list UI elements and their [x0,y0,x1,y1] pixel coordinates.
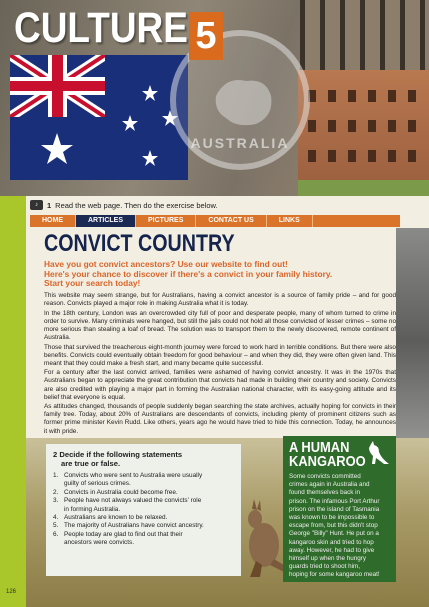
statement-text: People have not always valued the convicts' role [64,497,202,505]
article-paragraph: For a century after the last convict arrived, families were ashamed of having convict ancestry. It was in the 1970s that Australians began to appreciate the great contribution that convicts had made in building their country and society. Convicts are also credited with playing a major part in forming the Australian national character, with its easy-going attitude and its belief that everyone is equal. [44,369,396,401]
nav-articles[interactable]: ARTICLES [76,215,136,227]
website-nav-bar [30,215,400,227]
hero-collage [0,0,429,196]
prison-building-image [298,70,429,196]
nav-home[interactable]: HOME [30,215,76,227]
sidebar-text [289,473,390,580]
sidebar-line: George "Billy" Hunt. He put on a [289,530,379,538]
sidebar-line: kangaroo skin and tried to hop [289,538,374,546]
statement-text: in forming Australia. [64,505,121,513]
australia-map-icon [216,80,272,125]
exercise-title-line: are true or false. [61,459,121,468]
statement-text: guilty of serious crimes. [64,480,131,488]
exercise-title-line: Decide if the following statements [59,450,183,459]
nav-links[interactable]: LINKS [267,215,313,227]
statement-number: 1. [53,472,59,479]
article-paragraph: As attitudes changed, thousands of people suddenly began searching the state archives, actually hoping for convicts in their family tree. Today, about 20% of Australians are descendants of convicts, including plenty of prominent citizens such as former prime minister Kevin Rudd. Like others, years ago he would have tried to hide this connection. Today, he announces it with pride. [44,403,396,435]
sidebar-line: prison. The infamous Port Arthur [289,497,380,505]
statement-number: 3. [53,497,59,505]
statement-text: People today are glad to find out that their [64,530,183,538]
human-kangaroo-sidebar [283,436,396,582]
exercise-number: 2 [53,450,58,459]
flag-stars-icon [10,55,188,180]
statement-number: 2. [53,488,59,496]
sidebar-line: Some convicts committed [289,473,361,480]
unit-number-badge: 5 [189,12,223,60]
section-title: CULTURE [14,4,188,52]
article-title: CONVICT COUNTRY [44,230,235,257]
statement-text: Convicts who were sent to Australia were usually [64,472,203,479]
sidebar-title-line: KANGAROO [289,453,366,470]
statement-text: The majority of Australians have convict ancestry. [64,522,204,530]
statement-text: Australians are known to be relaxed. [64,514,168,522]
svg-text:AUSTRALIA: AUSTRALIA [190,135,290,151]
exercise-title [53,450,234,468]
sidebar-title [289,441,376,469]
sidebar-title-line: A HUMAN [289,439,350,456]
statement-item [53,531,234,548]
statement-text: Convicts in Australia could become free. [64,488,178,496]
sidebar-line: crimes again in Australia and [289,481,370,489]
sidebar-line: was known to be impossible to [289,514,375,522]
statement-number: 6. [53,530,59,538]
nav-pictures[interactable]: PICTURES [136,215,196,227]
statement-text: ancestors were convicts. [64,539,134,547]
sidebar-line: away. However, he had to give [289,546,375,554]
subhead-line: Here's your chance to discover if there's a convict in your family history. [44,268,333,279]
statement-number: 5. [53,522,59,530]
sidebar-line: guards tried to shoot him, [289,563,361,571]
statement-item [53,514,234,522]
statement-number: 4. [53,514,59,522]
article-paragraph: This website may seem strange, but for Australians, having a convict ancestor is a source of family pride – and for good reason. Convicts played a major role in making Australia what it is today. [44,292,396,308]
article-body [44,292,396,437]
statement-list [53,472,234,548]
exercise-1-instruction [30,200,218,210]
sidebar-line: found themselves back in [289,489,361,497]
sidebar-line: escape from, but this didn't stop [289,522,378,530]
statement-item [53,472,234,489]
statement-item [53,497,234,514]
sidebar-line: prison on the island of Tasmania [289,505,380,513]
australian-flag-image [10,55,188,180]
instruction-number: 1 [47,200,52,210]
sidebar-line: himself up when the hungry [289,555,367,563]
nav-contact-us[interactable]: CONTACT US [196,215,266,227]
article-subhead [44,260,409,289]
audio-icon[interactable]: ♪ [30,200,43,210]
article-paragraph: In the 18th century, London was an overcrowded city full of poor and desperate people, many of whom turned to crime in order to survive. Many criminals were hanged, but still the jails could not hold all those convicted of lesser crimes – some no more serious than stealing a loaf of bread. The solution was to transport them to the newly discovered, remote continent of Australia. [44,309,396,341]
subhead-line: Have you got convict ancestors? Use our website to find out! [44,259,288,269]
subhead-line: Start your search today! [44,278,141,289]
sidebar-line: hoping for some kangaroo meat! [289,571,380,579]
page-number: 126 [6,589,17,595]
statement-item [53,489,234,497]
statement-item [53,522,234,530]
instruction-text: Read the web page. Then do the exercise below. [55,200,218,210]
prison-bars-image [300,0,429,70]
article-paragraph: Those that survived the treacherous eight-month journey were forced to work hard in terrible conditions. But there were also benefits. Convicts could eventually obtain freedom for good behaviour – and when they did, they were often given land. This meant that they could make a fresh start, and many became quite successful. [44,343,396,367]
